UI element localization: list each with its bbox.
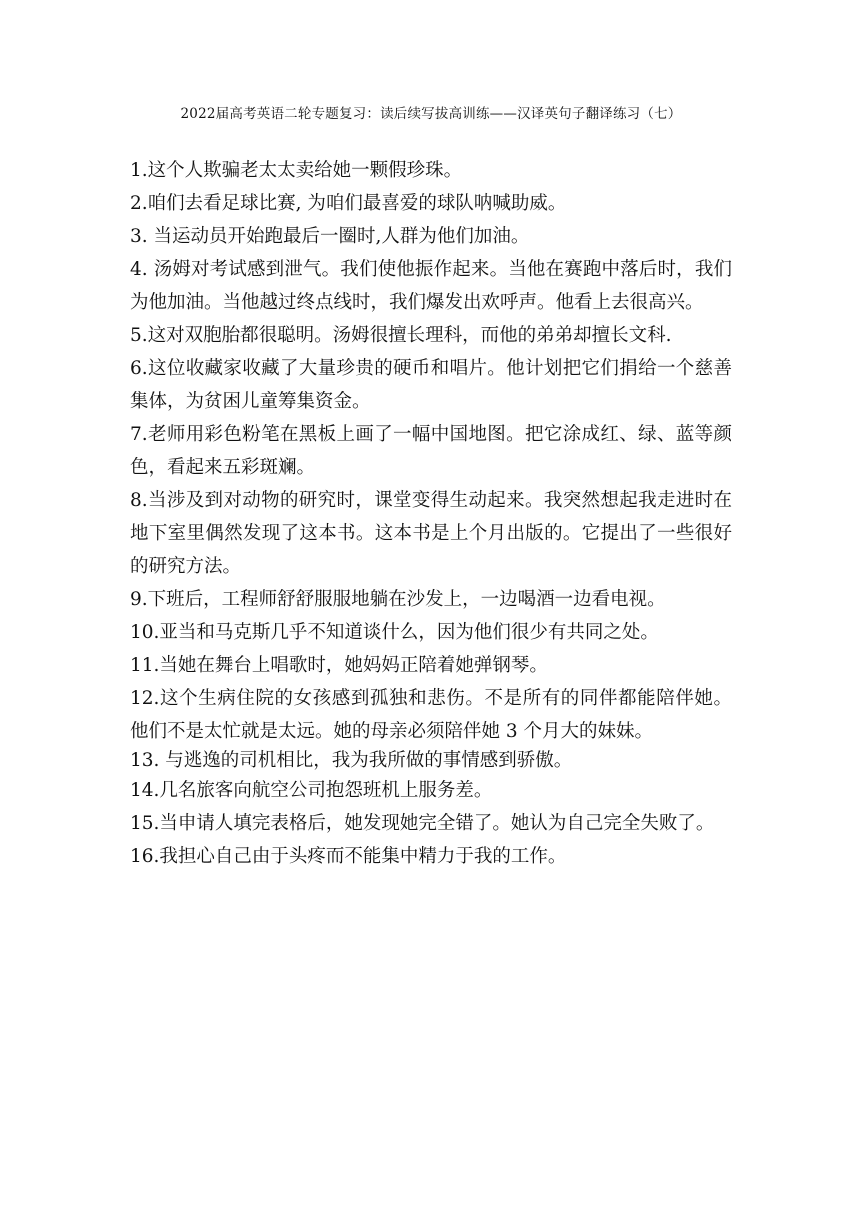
exercise-item-15: 15.当申请人填完表格后，她发现她完全错了。她认为自己完全失败了。 [130, 813, 715, 834]
exercise-item-2: 2.咱们去看足球比赛, 为咱们最喜爱的球队呐喊助威。 [130, 193, 567, 214]
exercise-item-3: 3. 当运动员开始跑最后一圈时,人群为他们加油。 [130, 226, 530, 247]
exercise-item-6: 6.这位收藏家收藏了大量珍贵的硬币和唱片。他计划把它们捐给一个慈善集体，为贫困儿童筹集资金。 [130, 358, 732, 412]
exercise-item-10: 10.亚当和马克斯几乎不知道谈什么，因为他们很少有共同之处。 [130, 622, 659, 643]
document-title: 2022届高考英语二轮专题复习：读后续写拔高训练——汉译英句子翻译练习（七） [180, 106, 682, 122]
exercise-item-1: 1.这个人欺骗老太太卖给她一颗假珍珠。 [130, 160, 463, 181]
exercise-list [130, 154, 732, 873]
exercise-item-13: 13. 与逃逸的司机相比，我为我所做的事情感到骄傲。 [130, 750, 573, 771]
exercise-item-4: 4. 汤姆对考试感到泄气。我们使他振作起来。当他在赛跑中落后时，我们为他加油。当他越过终点线时，我们爆发出欢呼声。他看上去很高兴。 [130, 259, 732, 313]
exercise-item-5: 5.这对双胞胎都很聪明。汤姆很擅长理科，而他的弟弟却擅长文科. [130, 325, 672, 346]
exercise-item-9: 9.下班后，工程师舒舒服服地躺在沙发上，一边喝酒一边看电视。 [130, 589, 666, 610]
exercise-item-12: 12.这个生病住院的女孩感到孤独和悲伤。不是所有的同伴都能陪伴她。他们不是太忙就是太远。她的母亲必须陪伴她 3 个月大的妹妹。 [130, 688, 732, 742]
exercise-item-7: 7.老师用彩色粉笔在黑板上画了一幅中国地图。把它涂成红、绿、蓝等颜色，看起来五彩斑斓。 [130, 424, 732, 478]
exercise-item-11: 11.当她在舞台上唱歌时，她妈妈正陪着她弹钢琴。 [130, 655, 548, 676]
exercise-item-16: 16.我担心自己由于头疼而不能集中精力于我的工作。 [130, 846, 567, 867]
exercise-item-8: 8.当涉及到对动物的研究时，课堂变得生动起来。我突然想起我走进时在地下室里偶然发现了这本书。这本书是上个月出版的。它提出了一些很好的研究方法。 [130, 490, 732, 577]
exercise-item-14: 14.几名旅客向航空公司抱怨班机上服务差。 [130, 780, 493, 801]
